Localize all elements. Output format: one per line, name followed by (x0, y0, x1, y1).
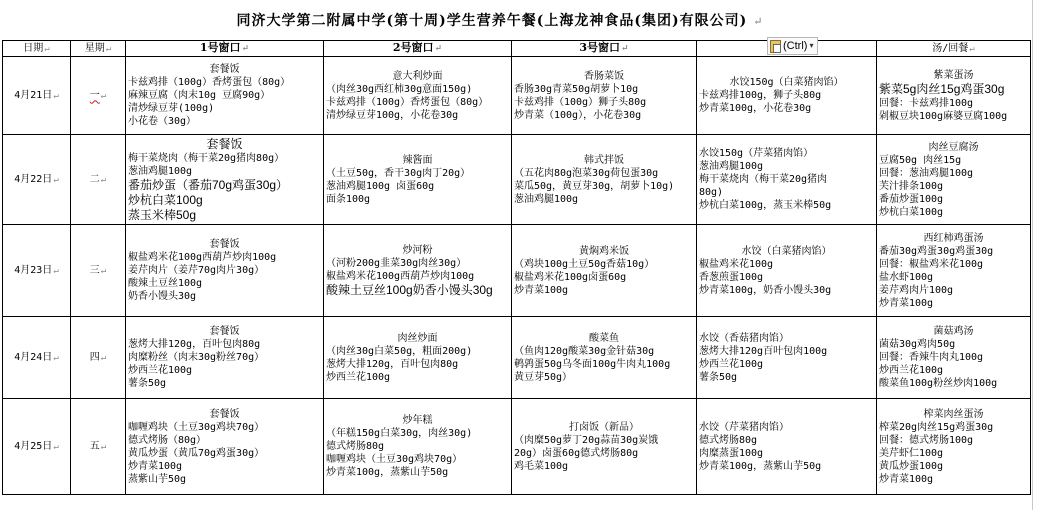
window-4-cell (697, 317, 877, 399)
dish-name: 紫菜蛋汤 (933, 69, 974, 81)
menu-line: 葱油鸡腿100g 卤蛋60g (326, 180, 435, 192)
menu-line: 卡兹鸡排（100g）香烤蛋包（80g） (128, 77, 291, 88)
paragraph-mark-icon: ↵ (100, 265, 107, 276)
menu-line: 芙汁排条100g (879, 180, 944, 192)
date-text: 4月21日 (14, 89, 53, 101)
menu-line: 回餐：卡兹鸡排100g (879, 97, 974, 109)
window-4-cell (697, 135, 877, 225)
dish-name: 肉丝豆腐汤 (928, 141, 979, 153)
header-soup (877, 41, 1031, 57)
menu-line: 椒盐鸡米花100g西葫芦炒肉100g (326, 270, 475, 282)
paragraph-mark-icon: ↵ (100, 441, 107, 452)
menu-line: 炒杭白菜100g，蒸玉米棒50g (699, 200, 832, 211)
weekday-text: 四 (89, 351, 100, 363)
window-2-cell (324, 57, 512, 135)
menu-table (2, 40, 1031, 495)
soup-cell (877, 317, 1031, 399)
weekday-cell (71, 135, 126, 225)
menu-line: 炒青菜100g (879, 473, 934, 485)
menu-line: （肉糜50g萝丁20g蒜苗30g炭饿 (514, 434, 659, 446)
menu-line: 鹌鹑蛋50g乌冬面100g牛肉丸100g (514, 358, 671, 370)
weekday-cell (71, 317, 126, 399)
menu-line: 葱油鸡腿100g (514, 193, 579, 205)
window-1-cell (126, 317, 324, 399)
paragraph-mark-icon: ↵ (53, 441, 59, 452)
menu-line: 酸菜鱼100g粉丝炒肉100g (879, 378, 998, 389)
date-cell (3, 57, 71, 135)
menu-line: 番茄炒蛋（番茄70g鸡蛋30g） (128, 177, 289, 192)
menu-line: 香肠30g青菜50g胡萝卜10g (514, 83, 639, 95)
menu-line: 梅干菜烧肉（梅干菜20g猪肉80g） (128, 152, 285, 164)
menu-line: 80g) (699, 187, 724, 198)
header-window-1-label: 1号窗口 (199, 41, 241, 54)
header-window-2-label: 2号窗口 (392, 41, 434, 54)
window-3-cell (512, 57, 697, 135)
paragraph-mark-icon: ↵ (53, 90, 59, 101)
menu-line: 炒青菜100g，蒸紫山芋50g (699, 460, 822, 472)
dish-name: 套餐饭 (206, 136, 243, 151)
menu-line: （鱼肉120g酸菜30g金针菇30g (514, 345, 655, 357)
header-soup-label: 汤/回餐 (932, 42, 969, 54)
menu-line: 菜瓜50g，黄豆芽30g，胡萝卜10g) (514, 180, 675, 192)
menu-line: 20g）卤蛋60g德式烤肠80g (514, 447, 639, 459)
menu-line: （肉丝30g白菜50g，粗面200g) (326, 345, 473, 357)
weekday-cell (71, 57, 126, 135)
menu-line: 蒸玉米棒50g (128, 207, 197, 222)
paragraph-mark-icon: ↵ (53, 174, 59, 185)
dish-name: 水饺（芹菜猪肉馅） (699, 421, 789, 433)
paragraph-mark-icon: ↵ (434, 44, 443, 54)
menu-line: 菌菇30g鸡肉50g (879, 339, 956, 350)
paragraph-mark-icon: ↵ (100, 174, 107, 185)
dish-name: 打卤饭（新品） (569, 421, 639, 433)
weekday-cell (71, 225, 126, 317)
header-window-3 (512, 41, 697, 57)
dish-name: 酸菜鱼 (589, 332, 619, 344)
window-3-cell (512, 399, 697, 495)
menu-line: 炒西兰花100g (699, 358, 764, 370)
menu-line: 炒杭白菜100g (128, 192, 203, 207)
dish-name: 套餐饭 (209, 64, 240, 75)
window-4-cell (697, 57, 877, 135)
paragraph-mark-icon: ↵ (44, 43, 50, 54)
menu-line: 梅干菜烧肉（梅干菜20g猪肉 (699, 174, 828, 185)
paragraph-mark-icon: ↵ (53, 352, 59, 363)
paragraph-mark-icon: ↵ (969, 43, 975, 54)
dish-name: 榨菜肉丝蛋汤 (923, 408, 984, 420)
dish-name: 辣酱面 (402, 154, 433, 166)
menu-line: 面条100g (326, 193, 371, 205)
table-row (3, 399, 1031, 495)
menu-line: 炒西兰花100g (128, 365, 193, 376)
menu-line: 酸辣土豆丝100g奶香小馒头30g (326, 282, 493, 297)
paste-options-label: (Ctrl) (783, 40, 808, 52)
window-3-cell (512, 225, 697, 317)
menu-line: 奶香小馒头30g (128, 291, 197, 302)
window-2-cell (324, 225, 512, 317)
page-title-text: 同济大学第二附属中学(第十周)学生营养午餐(上海龙神食品(集团)有限公司) (236, 13, 748, 29)
clipboard-icon (770, 40, 781, 53)
menu-line: 椒盐鸡米花100g (699, 258, 774, 270)
menu-line: 盐水虾100g (879, 271, 934, 283)
weekday-text: 一 (89, 89, 100, 101)
menu-line: 炒青菜100g，蒸紫山芋50g (326, 467, 449, 478)
dish-name: 水饺（香菇猪肉馅） (699, 332, 789, 344)
menu-line: （年糕150g白菜30g，肉丝30g) (326, 428, 473, 439)
menu-line: 咖喱鸡块（土豆30g鸡块70g） (326, 454, 463, 465)
dish-name: 炒年糕 (402, 415, 433, 426)
menu-line: 卡兹鸡排100g，狮子头80g (699, 90, 822, 101)
date-cell (3, 135, 71, 225)
menu-line: 炒杭白菜100g (879, 206, 944, 218)
window-3-cell (512, 135, 697, 225)
date-text: 4月22日 (14, 173, 53, 185)
weekday-text: 二 (89, 173, 100, 185)
menu-line: 德式烤肠80g (326, 441, 385, 452)
menu-line: 回餐：香辣牛肉丸100g (879, 352, 984, 363)
header-window-3-label: 3号窗口 (579, 41, 621, 54)
dish-name: 香肠菜饭 (584, 70, 624, 82)
date-cell (3, 399, 71, 495)
paragraph-mark-icon: ↵ (241, 44, 250, 54)
menu-line: 番茄炒蛋100g (879, 193, 944, 205)
header-date-label: 日期 (23, 42, 44, 54)
menu-line: 清炒绿豆芽(100g) (128, 103, 215, 114)
window-1-cell (126, 135, 324, 225)
menu-line: 蒸紫山芋50g (128, 473, 187, 485)
menu-line: 黄豆芽50g） (514, 371, 573, 383)
menu-line: （鸡块100g土豆50g香菇10g） (514, 258, 655, 270)
paste-options-button[interactable] (767, 37, 818, 55)
window-4-cell (697, 225, 877, 317)
menu-line: 麻辣豆腐（肉末10g 豆腐90g） (128, 90, 271, 101)
paragraph-mark-icon: ↵ (621, 44, 629, 54)
menu-line: 炒青菜100g，小花卷30g (699, 103, 812, 114)
weekday-cell (71, 399, 126, 495)
soup-cell (877, 135, 1031, 225)
menu-line: 卡兹鸡排（100g）香烤蛋包（80g） (326, 96, 489, 108)
window-1-cell (126, 399, 324, 495)
dish-name: 套餐饭 (209, 408, 240, 420)
paragraph-mark-icon: ↵ (105, 43, 112, 54)
menu-line: 炒青菜（100g），小花卷30g (514, 109, 642, 121)
dish-name: 黄焖鸡米饭 (579, 245, 629, 257)
page-title (0, 10, 1000, 30)
menu-line: 黄瓜炒蛋100g (879, 460, 944, 472)
chevron-down-icon: ▾ (809, 41, 814, 50)
soup-cell (877, 399, 1031, 495)
table-row (3, 57, 1031, 135)
dish-name: 水饺150g（芹菜猪肉馅） (699, 148, 814, 159)
soup-cell (877, 225, 1031, 317)
header-window-2 (324, 41, 512, 57)
dish-name: 水饺150g（白菜猪肉馅） (729, 77, 844, 88)
menu-line: 紫菜5g肉丝15g鸡蛋30g (879, 81, 1005, 96)
date-cell (3, 225, 71, 317)
menu-line: 葱烤大排120g百叶包肉100g (699, 345, 828, 357)
menu-line: （五花肉80g泡菜30g荷包蛋30g (514, 167, 659, 179)
table-row (3, 225, 1031, 317)
weekday-text: 五 (89, 440, 100, 452)
dish-name: 意大利炒面 (392, 70, 443, 82)
menu-line: 黄瓜炒蛋（黄瓜70g鸡蛋30g） (128, 447, 265, 459)
dish-name: 套餐饭 (209, 326, 240, 337)
menu-line: 葱油鸡腿100g (699, 161, 764, 172)
header-date (3, 41, 71, 57)
menu-line: 炒西兰花100g (879, 365, 944, 376)
menu-line: 肉糜粉丝（肉末30g粉丝70g） (128, 352, 265, 363)
date-text: 4月25日 (14, 440, 53, 452)
menu-line: （河粉200g韭菜30g肉丝30g） (326, 257, 467, 269)
window-2-cell (324, 317, 512, 399)
header-window-1 (126, 41, 324, 57)
menu-line: （肉丝30g西红柿30g意面150g) (326, 83, 473, 95)
date-text: 4月23日 (14, 264, 53, 276)
menu-line: 咖喱鸡块（土豆30g鸡块70g） (128, 421, 265, 433)
paragraph-mark-icon: ↵ (100, 352, 107, 363)
menu-line: 姜芹鸡肉片100g (879, 284, 954, 296)
window-1-cell (126, 225, 324, 317)
menu-line: 清炒绿豆芽100g，小花卷30g (326, 109, 459, 121)
menu-line: 炒青菜100g，奶香小馒头30g (699, 284, 832, 296)
window-4-cell (697, 399, 877, 495)
menu-line: 薯条50g (128, 378, 167, 389)
menu-line: 豆腐50g 肉丝15g (879, 154, 962, 166)
weekday-text: 三 (89, 264, 100, 276)
menu-line: 炒青菜100g (128, 460, 183, 472)
menu-line: 回餐：椒盐鸡米花100g (879, 258, 984, 270)
window-2-cell (324, 135, 512, 225)
soup-cell (877, 57, 1031, 135)
menu-line: 葱油鸡腿100g (128, 165, 193, 177)
menu-line: 番茄30g鸡蛋30g鸡蛋30g (879, 245, 994, 257)
menu-line: 回餐：德式烤肠100g (879, 434, 974, 446)
menu-line: 椒盐鸡米花100g西葫芦炒肉100g (128, 252, 277, 263)
paragraph-mark-icon: ↵ (53, 265, 59, 276)
menu-line: 薯条50g (699, 371, 738, 383)
header-row (3, 41, 1031, 57)
dish-name: 韩式拌饭 (584, 154, 624, 166)
dish-name: 肉丝炒面 (397, 332, 438, 344)
dish-name: 水饺（白菜猪肉馅） (741, 245, 832, 257)
header-weekday (71, 41, 126, 57)
menu-line: 德式烤肠80g (699, 434, 758, 446)
menu-line: 葱烤大排120g，百叶包肉80g (326, 358, 459, 370)
menu-line: 酸辣土豆丝100g (128, 278, 203, 289)
menu-line: 回餐：葱油鸡腿100g (879, 167, 974, 179)
menu-line: 榨菜20g肉丝15g鸡蛋30g (879, 421, 994, 433)
menu-line: 鸡毛菜100g (514, 460, 569, 472)
menu-line: （土豆50g，香干30g肉丁20g） (326, 167, 471, 179)
menu-line: 德式烤肠（80g） (128, 434, 207, 446)
dish-name: 菌菇鸡汤 (933, 326, 974, 337)
menu-line: 葱烤大排120g，百叶包肉80g (128, 339, 261, 350)
table-row (3, 317, 1031, 399)
date-cell (3, 317, 71, 399)
dish-name: 西红柿鸡蛋汤 (923, 232, 984, 244)
dish-name: 套餐饭 (209, 239, 240, 250)
menu-line: 美芹虾仁100g (879, 447, 944, 459)
menu-line: 炒西兰花100g (326, 371, 391, 383)
dish-name: 炒河粉 (402, 244, 433, 256)
header-weekday-label: 星期 (84, 42, 105, 54)
menu-line: 椒盐鸡米花100g卤蛋60g (514, 271, 627, 283)
window-3-cell (512, 317, 697, 399)
window-1-cell (126, 57, 324, 135)
window-2-cell (324, 399, 512, 495)
menu-line: 剁椒豆块100g麻婆豆腐100g (879, 110, 1008, 122)
menu-line: 炒青菜100g (514, 284, 569, 296)
paragraph-mark-icon: ↵ (100, 90, 107, 101)
menu-line: 肉糜蒸蛋100g (699, 447, 764, 459)
menu-line: 香葱煎蛋100g (699, 271, 764, 283)
menu-line: 小花卷（30g） (128, 116, 197, 127)
menu-line: 卡兹鸡排（100g）狮子头80g (514, 96, 647, 108)
page-margin-line (1032, 0, 1033, 510)
date-text: 4月24日 (14, 351, 53, 363)
table-row (3, 135, 1031, 225)
menu-line: 炒青菜100g (879, 297, 934, 309)
menu-line: 姜芹肉片（姜芹70g肉片30g） (128, 265, 265, 276)
paragraph-mark-icon: ↵ (753, 15, 764, 28)
